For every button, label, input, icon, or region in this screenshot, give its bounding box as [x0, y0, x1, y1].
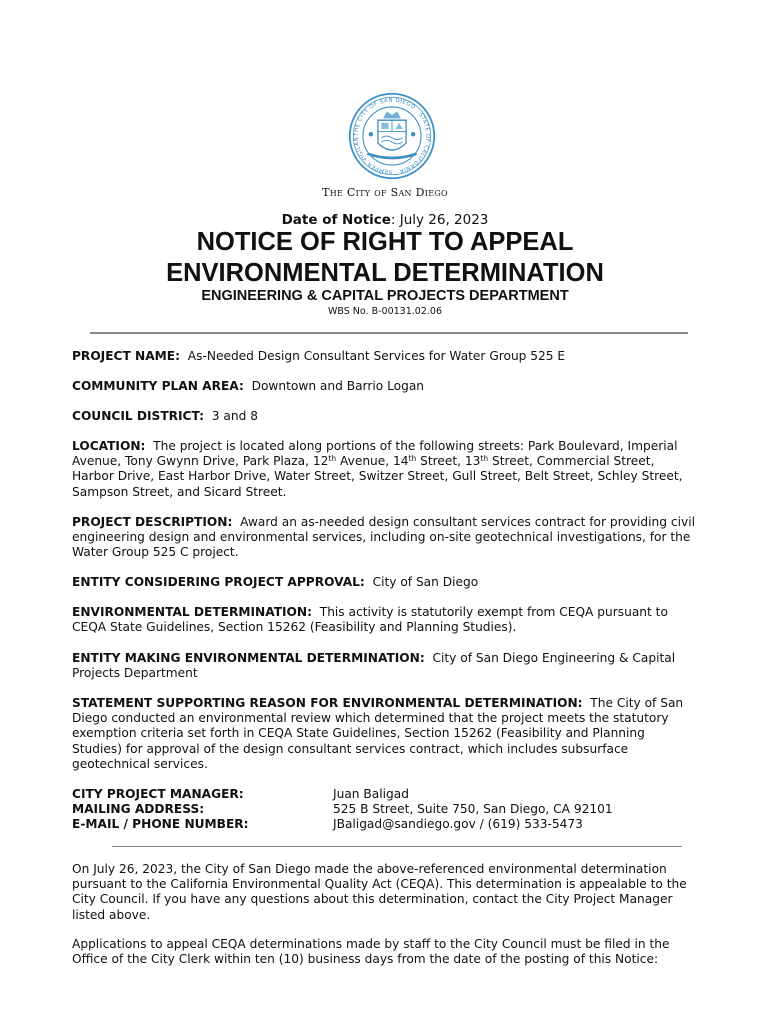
city-of-san-diego-seal-icon [348, 92, 436, 180]
community-plan-area-label: COMMUNITY PLAN AREA: [72, 379, 244, 393]
date-of-notice [0, 212, 770, 228]
entity-determination-label: ENTITY MAKING ENVIRONMENTAL DETERMINATION: [72, 651, 425, 665]
seal-text: THE CITY OF SAN DIEGO · STATE OF CALIFORNIA · SEMPER VIGILAN [353, 97, 431, 175]
environmental-determination-value: This activity is statutorily exempt from CEQA pursuant to CEQA State Guidelines, Section 15262 (Feasibility and Planning Studies). [72, 605, 668, 635]
city-name: The City of San Diego [322, 186, 448, 199]
email-value[interactable]: JBaligad@sandiego.gov / (619) 533-5473 [333, 817, 583, 832]
svg-text:THE CITY OF SAN DIEGO · STATE [348, 92, 430, 174]
council-district-field [72, 409, 698, 424]
location-text-2: Avenue, 14 [336, 454, 409, 469]
contact-row-manager [72, 787, 698, 802]
ordinal-suffix: th [480, 454, 489, 464]
date-value: : July 26, 2023 [390, 212, 489, 228]
manager-value: Juan Baligad [333, 787, 409, 801]
location-label: LOCATION: [72, 439, 146, 453]
entity-approval-value: City of San Diego [372, 575, 479, 589]
title-line-1: NOTICE OF RIGHT TO APPEAL [196, 228, 574, 256]
statement-label: STATEMENT SUPPORTING REASON FOR ENVIRONMENTAL DETERMINATION: [72, 696, 583, 710]
address-label: MAILING ADDRESS: [72, 802, 205, 817]
location-text-4: Street, Commercial Street, Harbor Drive, East Harbor Drive, Water Street, Switzer Street, Gull Street, Belt Street, Schley Street, Sampson Street, and Sicard Street. [72, 454, 683, 499]
email-label: E-MAIL / PHONE NUMBER: [72, 817, 249, 832]
environmental-determination-label: ENVIRONMENTAL DETERMINATION: [72, 605, 312, 619]
divider [112, 846, 682, 847]
contact-row-address [72, 802, 698, 817]
entity-approval-field [72, 575, 698, 590]
community-plan-area-value: Downtown and Barrio Logan [251, 379, 425, 393]
contact-row-email [72, 817, 698, 832]
department-name: ENGINEERING & CAPITAL PROJECTS DEPARTMENT [201, 288, 569, 304]
council-district-value: 3 and 8 [211, 409, 258, 423]
determination-paragraph: On July 26, 2023, the City of San Diego made the above-referenced environmental determination pursuant to the California Environmental Quality Act (CEQA). This determination is appealable to the City Council. If you have any questions about this determination, contact the City Project Manager listed above. [72, 862, 687, 922]
project-name-label: PROJECT NAME: [72, 349, 180, 363]
divider [90, 332, 688, 334]
location-text-1: The project is located along portions of the following streets: Park Boulevard, Imperial Avenue, Tony Gwynn Drive, Park Plaza, 12 [72, 439, 678, 469]
entity-determination-field [72, 651, 698, 681]
community-plan-area-field [72, 379, 698, 394]
title-line-2: ENVIRONMENTAL DETERMINATION [166, 259, 604, 287]
location-field [72, 439, 698, 500]
project-name-field [72, 349, 698, 364]
address-value: 525 B Street, Suite 750, San Diego, CA 92101 [333, 802, 613, 817]
ordinal-suffix: th [408, 454, 417, 464]
manager-label: CITY PROJECT MANAGER: [72, 787, 244, 801]
project-description-value: Award an as-needed design consultant services contract for providing civil engineering design and environmental services, including on-site geotechnical investigations, for the Water Group 525 C project. [72, 515, 695, 560]
project-description-field [72, 515, 698, 561]
environmental-determination-field [72, 605, 698, 635]
entity-determination-value: City of San Diego Engineering & Capital Projects Department [72, 651, 676, 681]
statement-field [72, 696, 698, 772]
ordinal-suffix: th [328, 454, 337, 464]
project-name-value: As-Needed Design Consultant Services for Water Group 525 E [187, 349, 566, 363]
appeal-paragraph: Applications to appeal CEQA determinations made by staff to the City Council must be filed in the Office of the City Clerk within ten (10) business days from the date of the posting of this Notice: [72, 937, 670, 967]
council-district-label: COUNCIL DISTRICT: [72, 409, 205, 423]
wbs-number: WBS No. B-00131.02.06 [328, 306, 442, 317]
location-text-3: Street, 13 [416, 454, 481, 469]
project-description-label: PROJECT DESCRIPTION: [72, 515, 233, 529]
date-label: Date of Notice [281, 212, 391, 228]
page-title [0, 227, 770, 289]
contact-block [72, 787, 698, 833]
statement-value: The City of San Diego conducted an environmental review which determined that the project meets the statutory exemption criteria set forth in CEQA State Guidelines, Section 15262 (Feasibility and Planning Studies) for approval of the design consultant services contract, which includes subsurface geotechnical services. [72, 696, 684, 771]
entity-approval-label: ENTITY CONSIDERING PROJECT APPROVAL: [72, 575, 365, 589]
